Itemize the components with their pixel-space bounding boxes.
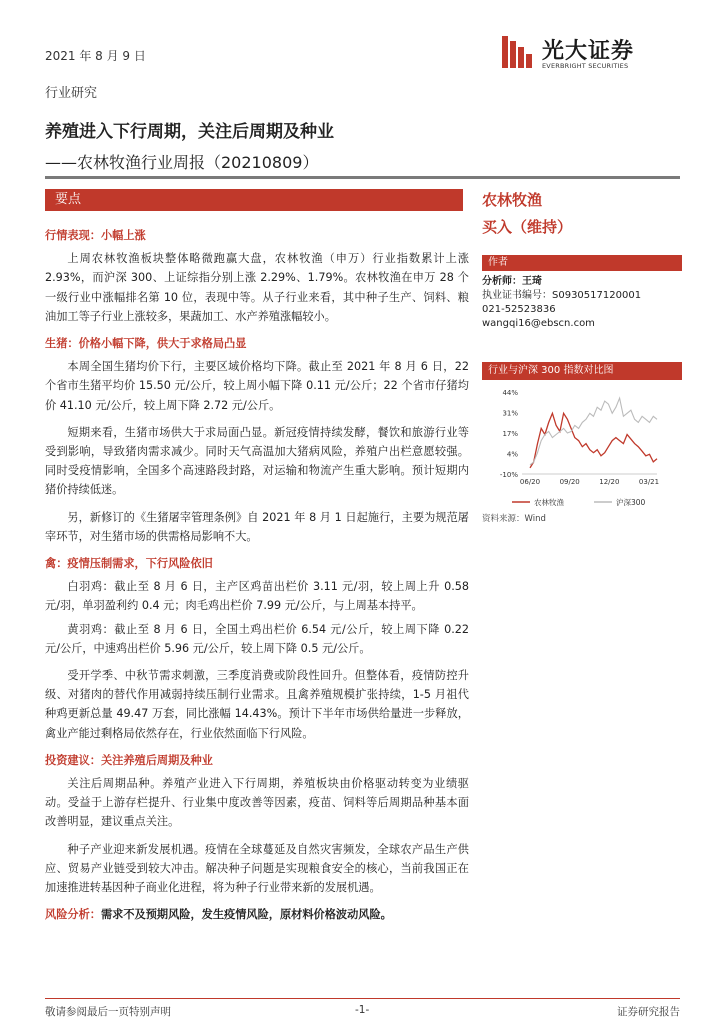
chart-banner: 行业与沪深 300 指数对比图: [482, 362, 682, 380]
phone: 021-52523836: [482, 304, 556, 315]
chart-source: 资料来源：Wind: [482, 514, 546, 524]
paragraph: 上周农林牧渔板块整体略微跑赢大盘，农林牧渔（申万）行业指数累计上涨 2.93%，而沪深 300、上证综指分别上涨 2.29%、1.79%。农林牧渔在申万 28 个一级行业中涨幅排名第 10 位，表现中等。从子行业来看，其中种子生产、饲料、粮油加工等子行业上涨较多，果蔬加工、水产养殖涨幅较小。: [45, 252, 469, 323]
section-title-poultry: 禽：疫情压制需求，下行风险依旧: [45, 557, 213, 571]
section-title-hog: 生猪：价格小幅下降，供大于求格局凸显: [45, 337, 247, 351]
y-tick-label: 44%: [502, 389, 518, 397]
section-title-market: 行情表现：小幅上涨: [45, 229, 146, 242]
paragraph: 受开学季、中秋节需求刺激，三季度消费或阶段性回升。但整体看，疫情防控升级、对猪肉的替代作用减弱持续压制行业需求。且禽养殖规模扩张持续，1-5 月祖代种鸡更新总量 49.47 万套，同比涨幅 14.43%。预计下半年市场供给量进一步释放，禽业产能过剩格局依然存在，行业依然面临下行风险。: [45, 669, 469, 740]
paragraph: 种子产业迎来新发展机遇。疫情在全球蔓延及自然灾害频发，全球农产品生产供应、贸易产业链受到较大冲击。解决种子问题是实现粮食安全的核心，当前我国正在加速推进转基因种子商业化进程，将为种子行业带来新的发展机遇。: [45, 842, 469, 895]
x-tick-label: 09/20: [559, 478, 580, 486]
series-line-csi300: [530, 398, 657, 465]
y-tick-label: 31%: [502, 409, 518, 418]
author-banner: 作者: [482, 255, 682, 271]
author-info: [482, 275, 682, 331]
report-date: 2021 年 8 月 9 日: [45, 49, 146, 63]
industry-name: 农林牧渔: [482, 191, 543, 209]
paragraph: 短期来看，生猪市场供大于求局面凸显。新冠疫情持续发酵，餐饮和旅游行业等受到影响，导致猪肉需求减少。同时天气高温加大猪病风险，养殖户出栏意愿较强。同时受疫情影响，全国多个高速路段封路，对运输和物流产生重大影响。预计短期内猪价持续低迷。: [45, 425, 469, 497]
x-tick-label: 06/20: [519, 478, 541, 486]
rating: 买入（维持）: [482, 218, 573, 236]
legend-label: 沪深300: [616, 498, 646, 507]
paragraph: 另，新修订的《生猪屠宰管理条例》自 2021 年 8 月 1 日起施行，主要为规范屠宰环节，对生猪市场的供需格局影响不大。: [45, 510, 469, 543]
keypoints-label: 要点: [55, 192, 82, 207]
analyst-name: 分析师：王琦: [482, 276, 542, 287]
logo-text-en: EVERBRIGHT SECURITIES: [542, 62, 629, 70]
logo-text-cn: 光大证券: [542, 39, 635, 64]
report-title: 养殖进入下行周期，关注后周期及种业: [45, 122, 334, 142]
license-number: 执业证书编号：S0930517120001: [482, 290, 642, 301]
x-tick-label: 03/21: [638, 478, 660, 486]
paragraph: 关注后周期品种。养殖产业进入下行周期，养殖板块由价格驱动转变为业绩驱动。受益于上游存栏提升、行业集中度改善等因素，疫苗、饲料等后周期品种基本面改善明显，建议重点关注。: [45, 777, 469, 829]
report-subtitle: ——农林牧渔行业周报（20210809）: [45, 153, 319, 172]
header-divider: [45, 176, 680, 179]
page-number: -1-: [355, 1004, 370, 1016]
y-tick-label: 17%: [502, 430, 518, 438]
email: wangqi16@ebscn.com: [482, 318, 595, 329]
sidebar: [482, 189, 682, 331]
keypoints-banner: [45, 189, 463, 211]
risk-label: 风险分析：: [45, 908, 101, 922]
x-tick-label: 12/20: [599, 478, 620, 486]
paragraph: 白羽鸡：截止至 8 月 6 日，主产区鸡苗出栏价 3.11 元/羽，较上周上升 0.58 元/羽，单羽盈利约 0.4 元；肉毛鸡出栏价 7.99 元/公斤，与上周基本持平。: [45, 580, 469, 613]
section-title-investment: 投资建议：关注养殖后周期及种业: [45, 753, 213, 767]
paragraph: 本周全国生猪均价下行，主要区域价格均下降。截止至 2021 年 8 月 6 日，22 个省市生猪平均价 15.50 元/公斤，较上周小幅下降 0.11 元/公斤；22 个省市仔猪均价 41.10 元/公斤，较上周下降 2.72 元/公斤。: [45, 360, 469, 412]
risk-analysis: [45, 905, 469, 924]
footer-report-type: 证券研究报告: [617, 1006, 680, 1018]
footer-divider: [45, 998, 680, 999]
main-content: [45, 222, 469, 925]
index-comparison-chart: [482, 382, 682, 522]
legend-label: 农林牧渔: [534, 498, 564, 507]
risk-text: 需求不及预期风险，发生疫情风险，原材料价格波动风险。: [100, 908, 392, 922]
y-tick-label: 4%: [506, 450, 518, 459]
logo-mark-icon: [496, 32, 536, 72]
company-logo: [496, 32, 676, 78]
y-tick-label: -10%: [499, 471, 518, 479]
report-category: 行业研究: [45, 86, 98, 101]
paragraph: 黄羽鸡：截止至 8 月 6 日，全国土鸡出栏价 6.54 元/公斤，较上周下降 0.22 元/公斤，中速鸡出栏价 5.96 元/公斤，较上周下降 0.5 元/公斤。: [45, 622, 469, 655]
footer-disclaimer: 敬请参阅最后一页特别声明: [45, 1006, 171, 1018]
